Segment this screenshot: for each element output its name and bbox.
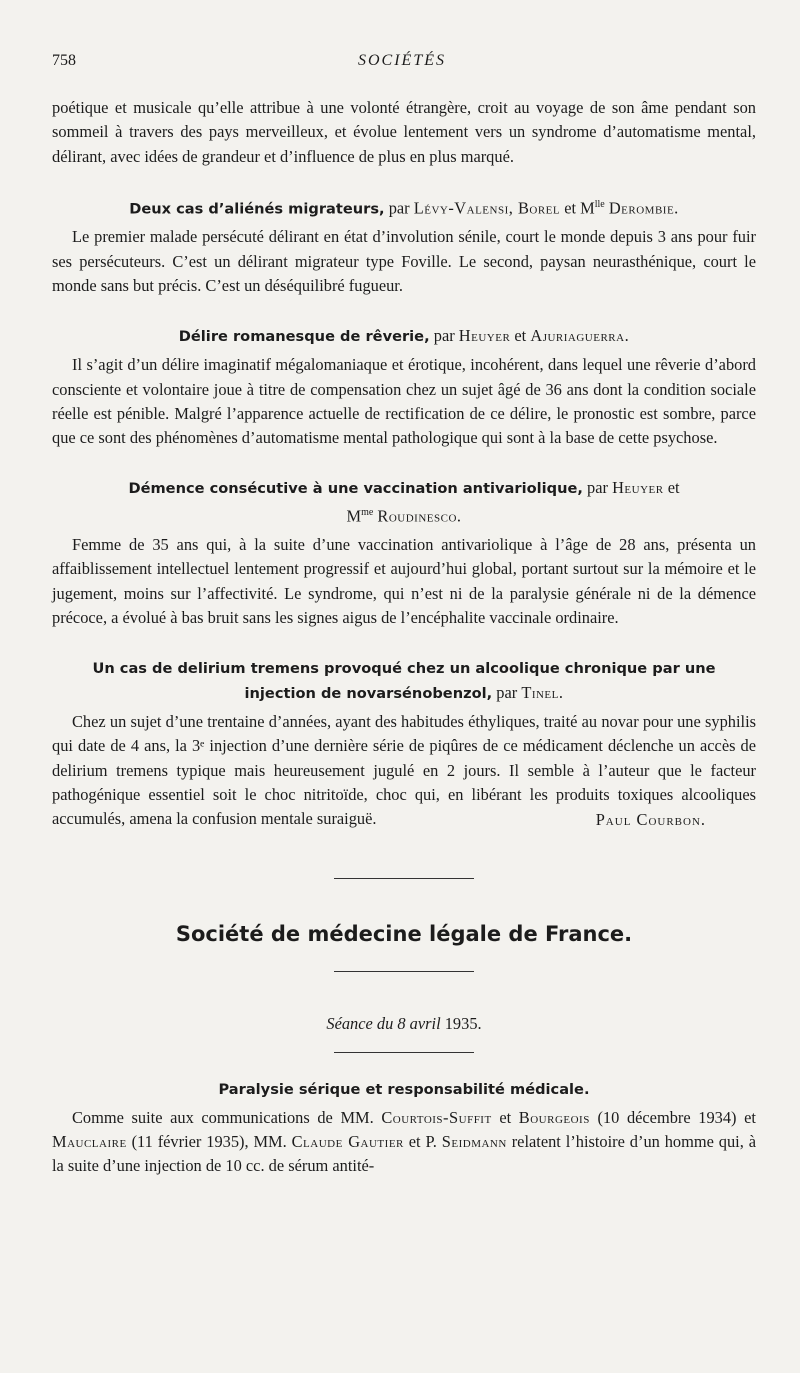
author-name: Seidmann — [441, 1131, 507, 1151]
section-title-delirium — [52, 656, 756, 706]
by-word: par — [388, 198, 410, 218]
author-name: Bourgeois — [518, 1107, 590, 1127]
body-text: (10 décembre 1934) et — [597, 1107, 756, 1127]
section-body-reverie: Il s’agit d’un délire imaginatif mégalomaniaque et érotique, incohérent, dans lequel une rêverie d’abord consciente et volontaire joue à titre de compensation chez un sujet âgé de 36 ans dont la condition sociale réelle est pénible. Malgré l’apparence actuelle de rectification de ce délire, le pronostic est sombre, parce que ce sont des phénomènes d’automatisme mental pathologique qui sont à la base de cette psychose. — [52, 355, 756, 448]
section-authors: Lévy-Valensi, Borel — [413, 198, 561, 218]
section-authors-2: Derombie. — [608, 198, 679, 218]
intro-paragraph: poétique et musicale qu’elle attribue à une volonté étrangère, croit au voyage de son âme pendant son sommeil à travers des pays merveilleux, et évolue lentement vers un syndrome d’automatisme mental, délirant, avec idées de grandeur et d’influence de plus en plus marqué. — [52, 98, 756, 166]
body-text: Comme suite aux communications de MM. — [72, 1107, 374, 1127]
seance-prefix: Séance du 8 avril — [326, 1013, 441, 1033]
by-word: par — [587, 478, 608, 498]
section-title-text: Délire romanesque de rêverie, — [178, 328, 430, 346]
section-title-text: Paralysie sérique et responsabilité médicale. — [218, 1080, 590, 1098]
seance-date — [52, 1012, 756, 1036]
page-content — [52, 96, 756, 1178]
by-word: par — [433, 326, 455, 346]
section-body-delirium: Chez un sujet d’une trentaine d’années, ayant des habitudes éthyliques, traité au novar pour une syphilis qui date de 4 ans, la 3ᵉ injection d’une dernière série de piqûres de ce médicament déclenche un accès de delirium tremens typique mais heureusement jugulé en 2 jours. Il semble à l’auteur que le facteur pathogénique essentiel soit le choc nitritoïde, choc qui, en libérant les produits toxiques alcooliques accumulés, amena la confusion mentale suraiguë. — [52, 712, 756, 829]
body-text: relatent l’histoire d’un homme qui, à la suite d’une injection de 10 cc. de sérum antité- — [52, 1131, 756, 1176]
section-authors: Heuyer — [612, 478, 664, 498]
section-title-text: Démence consécutive à une vaccination antivariolique, — [128, 480, 583, 498]
author-name: Claude Gautier — [291, 1131, 404, 1151]
and-word: et M — [564, 198, 595, 218]
body-text: et P. — [408, 1131, 437, 1151]
divider-rule — [334, 971, 474, 972]
section-authors: Tinel. — [521, 683, 564, 703]
section-title-demence — [52, 476, 756, 528]
body-text: (11 février 1935), MM. — [131, 1131, 287, 1151]
section-body-migrateurs: Le premier malade persécuté délirant en état d’involution sénile, court le monde depuis 3 ans pour fuir ses persécuteurs. C’est un délirant migrateur type Foville. Le second, paysan neurasthénique, court le monde sans but précis. C’est un déséquilibré fugueur. — [52, 227, 756, 295]
section-title-line2: injection de novarsénobenzol, — [244, 685, 493, 703]
section-authors-2: Ajuriaguerra. — [530, 326, 630, 346]
body-text: et — [499, 1107, 512, 1127]
section-authors-2: Roudinesco. — [377, 506, 462, 526]
section-title-migrateurs — [52, 193, 756, 221]
and-word: et — [667, 478, 680, 498]
by-word: par — [496, 683, 518, 703]
section-title-line1: Un cas de delirium tremens provoqué chez un alcoolique chronique par une — [92, 660, 716, 678]
seance-year: 1935. — [444, 1013, 482, 1033]
divider-rule — [334, 1052, 474, 1053]
section-title-paralysie — [52, 1077, 756, 1102]
page-header — [52, 52, 752, 82]
section-title-text: Deux cas d’aliénés migrateurs, — [129, 200, 385, 218]
section-body-paralysie — [52, 1106, 756, 1179]
section-title-reverie — [52, 324, 756, 349]
society-title: Société de médecine légale de France. — [175, 921, 633, 946]
title-sup: me — [361, 507, 374, 519]
title-sup: lle — [594, 198, 605, 210]
signature-name: Paul Courbon. — [595, 809, 706, 829]
title-line2-prefix: M — [346, 506, 362, 526]
and-word: et — [514, 326, 527, 346]
author-name: Mauclaire — [52, 1131, 127, 1151]
section-body-demence: Femme de 35 ans qui, à la suite d’une vaccination antivariolique à l’âge de 28 ans, présenta un affaiblissement intellectuel lentement progressif et aujourd’hui global, portant surtout sur la mémoire et le jugement, moins sur l’affectivité. Le syndrome, qui n’est ni de la paralysie générale ni de la démence précoce, a évolué à bas bruit sans les signes aigus de l’encéphalite vaccinale ordinaire. — [52, 534, 756, 627]
page-number: 758 — [52, 52, 76, 69]
divider-rule — [334, 878, 474, 879]
section-authors: Heuyer — [458, 326, 511, 346]
author-name: Courtois-Suffit — [381, 1107, 492, 1127]
running-title: SOCIÉTÉS — [358, 52, 446, 69]
